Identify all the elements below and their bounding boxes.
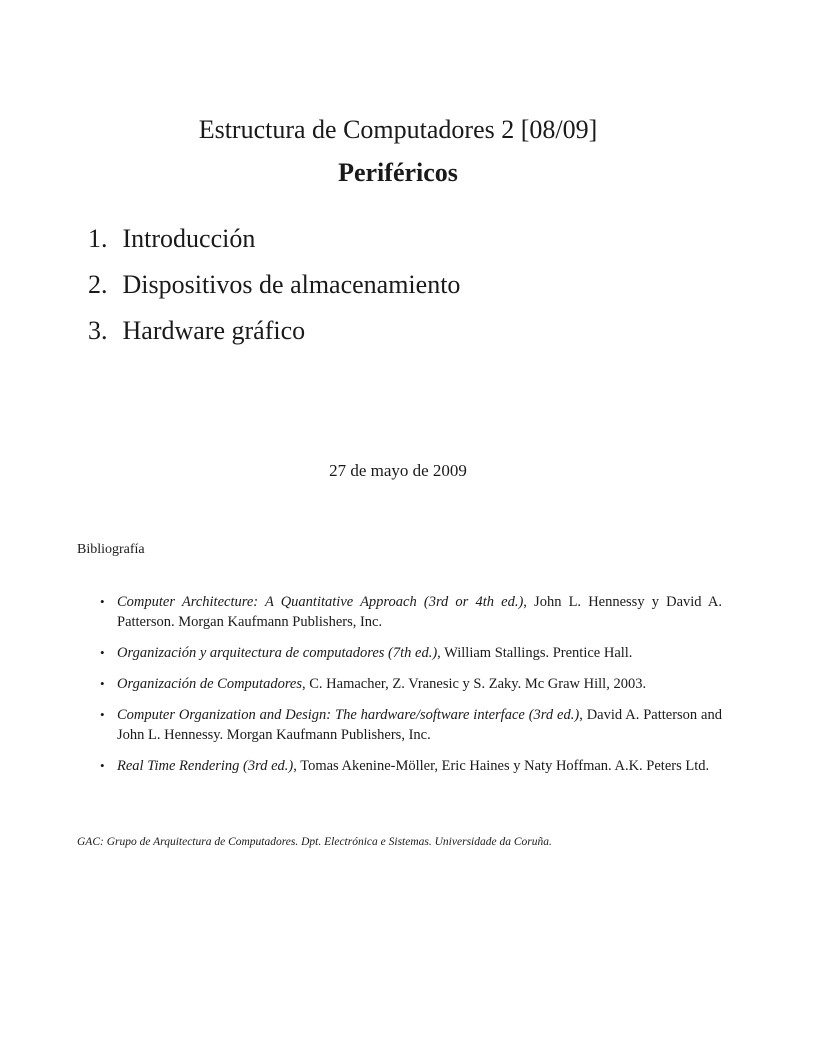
list-item — [100, 592, 722, 632]
toc-item-label: Hardware gráfico — [122, 316, 306, 345]
list-item — [100, 705, 722, 745]
book-details: , William Stallings. Prentice Hall. — [437, 645, 633, 661]
bullet-icon: • — [100, 594, 105, 609]
unit-title: Periféricos — [338, 158, 458, 187]
table-of-contents — [88, 222, 460, 360]
book-details: , Tomas Akenine-Möller, Eric Haines y Naty Hoffman. A.K. Peters Ltd. — [293, 758, 710, 774]
book-title: Organización de Computadores — [117, 676, 303, 692]
toc-item-number: 1. — [88, 224, 108, 253]
toc-item-number: 2. — [88, 270, 108, 299]
toc-item-number: 3. — [88, 316, 108, 345]
course-title: Estructura de Computadores 2 [08/09] — [198, 115, 598, 144]
list-item — [100, 674, 722, 694]
book-details: , C. Hamacher, Z. Vranesic y S. Zaky. Mc Graw Hill, 2003. — [302, 676, 647, 692]
toc-item-almacenamiento — [88, 268, 460, 314]
toc-item-label: Introducción — [122, 224, 256, 253]
book-details: , David A. Patterson and John L. Hennessy. Morgan Kaufmann Publishers, Inc. — [117, 707, 722, 743]
bullet-icon: • — [100, 645, 105, 660]
footer-affiliation: GAC: Grupo de Arquitectura de Computadores. Dpt. Electrónica e Sistemas. Universidade da Coruña. — [77, 836, 552, 848]
toc-item-hardware-grafico — [88, 314, 460, 360]
bibliography-list — [100, 592, 722, 787]
book-details: , John L. Hennessy y David A. Patterson. Morgan Kaufmann Publishers, Inc. — [117, 594, 722, 630]
book-title: Real Time Rendering (3rd ed.) — [117, 758, 294, 774]
book-title: Computer Architecture: A Quantitative Approach (3rd or 4th ed.) — [117, 594, 524, 610]
bibliography-heading: Bibliografía — [77, 542, 145, 557]
bullet-icon: • — [100, 676, 105, 691]
toc-item-label: Dispositivos de almacenamiento — [122, 270, 461, 299]
list-item — [100, 756, 722, 776]
book-title: Organización y arquitectura de computadores (7th ed.) — [117, 645, 438, 661]
document-date: 27 de mayo de 2009 — [329, 461, 467, 480]
toc-item-introduccion — [88, 222, 460, 268]
list-item — [100, 643, 722, 663]
book-title: Computer Organization and Design: The hardware/software interface (3rd ed.) — [117, 707, 580, 723]
bullet-icon: • — [100, 707, 105, 722]
bullet-icon: • — [100, 758, 105, 773]
